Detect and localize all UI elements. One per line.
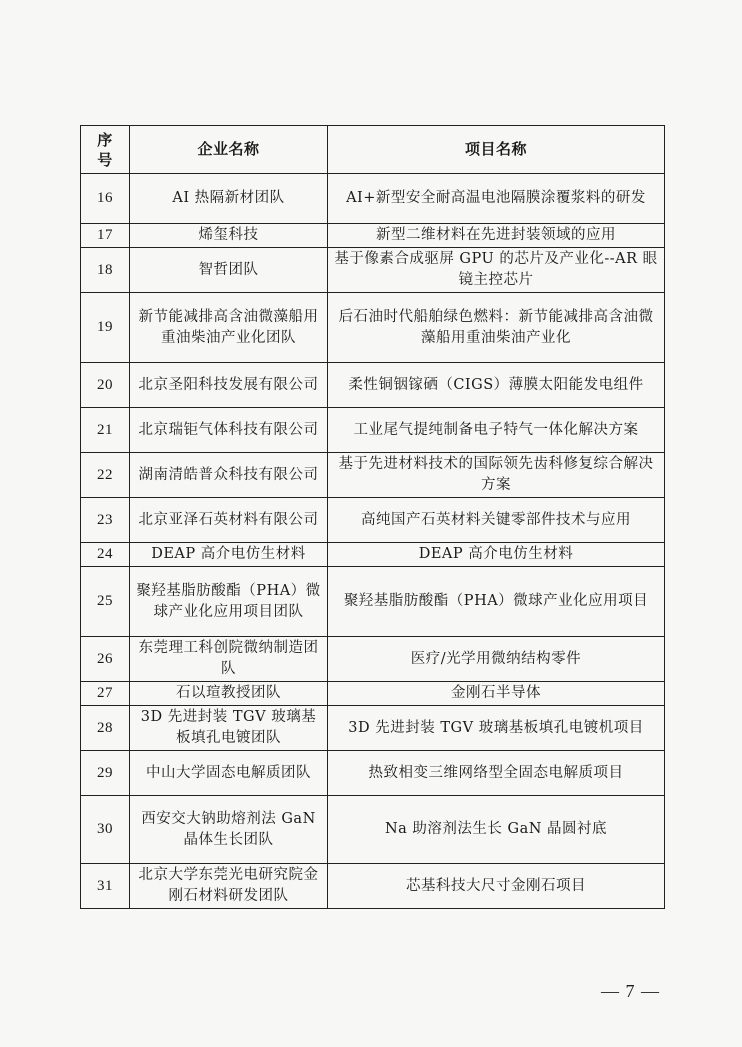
project-name-cell: 热致相变三维网络型全固态电解质项目 (328, 751, 665, 796)
row-number: 17 (81, 224, 130, 248)
project-name-cell: 基于像素合成驱屏 GPU 的芯片及产业化--AR 眼镜主控芯片 (328, 248, 665, 293)
table-row (81, 498, 665, 543)
project-name-cell: 柔性铜铟镓硒（CIGS）薄膜太阳能发电组件 (328, 363, 665, 408)
company-name-cell: 3D 先进封装 TGV 玻璃基板填孔电镀团队 (130, 706, 328, 751)
table-row (81, 224, 665, 248)
table-row (81, 864, 665, 909)
table-row (81, 174, 665, 224)
row-number: 24 (81, 543, 130, 567)
row-number: 30 (81, 796, 130, 864)
project-name-cell: 基于先进材料技术的国际领先齿科修复综合解决方案 (328, 453, 665, 498)
company-name-cell: 西安交大钠助熔剂法 GaN 晶体生长团队 (130, 796, 328, 864)
table-row (81, 682, 665, 706)
row-number: 19 (81, 293, 130, 363)
company-name-cell: 湖南清皓普众科技有限公司 (130, 453, 328, 498)
project-name-cell: DEAP 高介电仿生材料 (328, 543, 665, 567)
company-name-cell: 智哲团队 (130, 248, 328, 293)
table-row (81, 453, 665, 498)
header-company: 企业名称 (130, 126, 328, 174)
project-table (80, 125, 665, 909)
table-row (81, 408, 665, 453)
project-name-cell: AI+新型安全耐高温电池隔膜涂覆浆料的研发 (328, 174, 665, 224)
table-row (81, 706, 665, 751)
row-number: 27 (81, 682, 130, 706)
table-body (81, 174, 665, 909)
project-name-cell: 医疗/光学用微纳结构零件 (328, 637, 665, 682)
company-name-cell: 北京大学东莞光电研究院金刚石材料研发团队 (130, 864, 328, 909)
company-name-cell: 东莞理工科创院微纳制造团队 (130, 637, 328, 682)
table-row (81, 567, 665, 637)
company-name-cell: AI 热隔新材团队 (130, 174, 328, 224)
row-number: 29 (81, 751, 130, 796)
row-number: 21 (81, 408, 130, 453)
project-name-cell: 聚羟基脂肪酸酯（PHA）微球产业化应用项目 (328, 567, 665, 637)
table-row (81, 248, 665, 293)
company-name-cell: 北京圣阳科技发展有限公司 (130, 363, 328, 408)
project-name-cell: 芯基科技大尺寸金刚石项目 (328, 864, 665, 909)
row-number: 16 (81, 174, 130, 224)
project-name-cell: 新型二维材料在先进封装领域的应用 (328, 224, 665, 248)
header-project: 项目名称 (328, 126, 665, 174)
table-header-row (81, 126, 665, 174)
project-name-cell: 金刚石半导体 (328, 682, 665, 706)
table-row (81, 293, 665, 363)
project-name-cell: 工业尾气提纯制备电子特气一体化解决方案 (328, 408, 665, 453)
row-number: 20 (81, 363, 130, 408)
row-number: 25 (81, 567, 130, 637)
table-row (81, 637, 665, 682)
company-name-cell: 聚羟基脂肪酸酯（PHA）微球产业化应用项目团队 (130, 567, 328, 637)
row-number: 31 (81, 864, 130, 909)
project-name-cell: 后石油时代船舶绿色燃料：新节能减排高含油微藻船用重油柴油产业化 (328, 293, 665, 363)
company-name-cell: 烯玺科技 (130, 224, 328, 248)
company-name-cell: 北京亚泽石英材料有限公司 (130, 498, 328, 543)
project-name-cell: 高纯国产石英材料关键零部件技术与应用 (328, 498, 665, 543)
row-number: 28 (81, 706, 130, 751)
project-name-cell: Na 助溶剂法生长 GaN 晶圆衬底 (328, 796, 665, 864)
company-name-cell: 中山大学固态电解质团队 (130, 751, 328, 796)
page-number: — 7 — (601, 981, 660, 1001)
company-name-cell: 石以瑄教授团队 (130, 682, 328, 706)
project-name-cell: 3D 先进封装 TGV 玻璃基板填孔电镀机项目 (328, 706, 665, 751)
table-row (81, 363, 665, 408)
header-no: 序号 (81, 126, 130, 174)
row-number: 22 (81, 453, 130, 498)
row-number: 23 (81, 498, 130, 543)
row-number: 18 (81, 248, 130, 293)
table-row (81, 796, 665, 864)
table-row (81, 751, 665, 796)
table-row (81, 543, 665, 567)
company-name-cell: 新节能减排高含油微藻船用重油柴油产业化团队 (130, 293, 328, 363)
company-name-cell: 北京瑞钜气体科技有限公司 (130, 408, 328, 453)
row-number: 26 (81, 637, 130, 682)
company-name-cell: DEAP 高介电仿生材料 (130, 543, 328, 567)
